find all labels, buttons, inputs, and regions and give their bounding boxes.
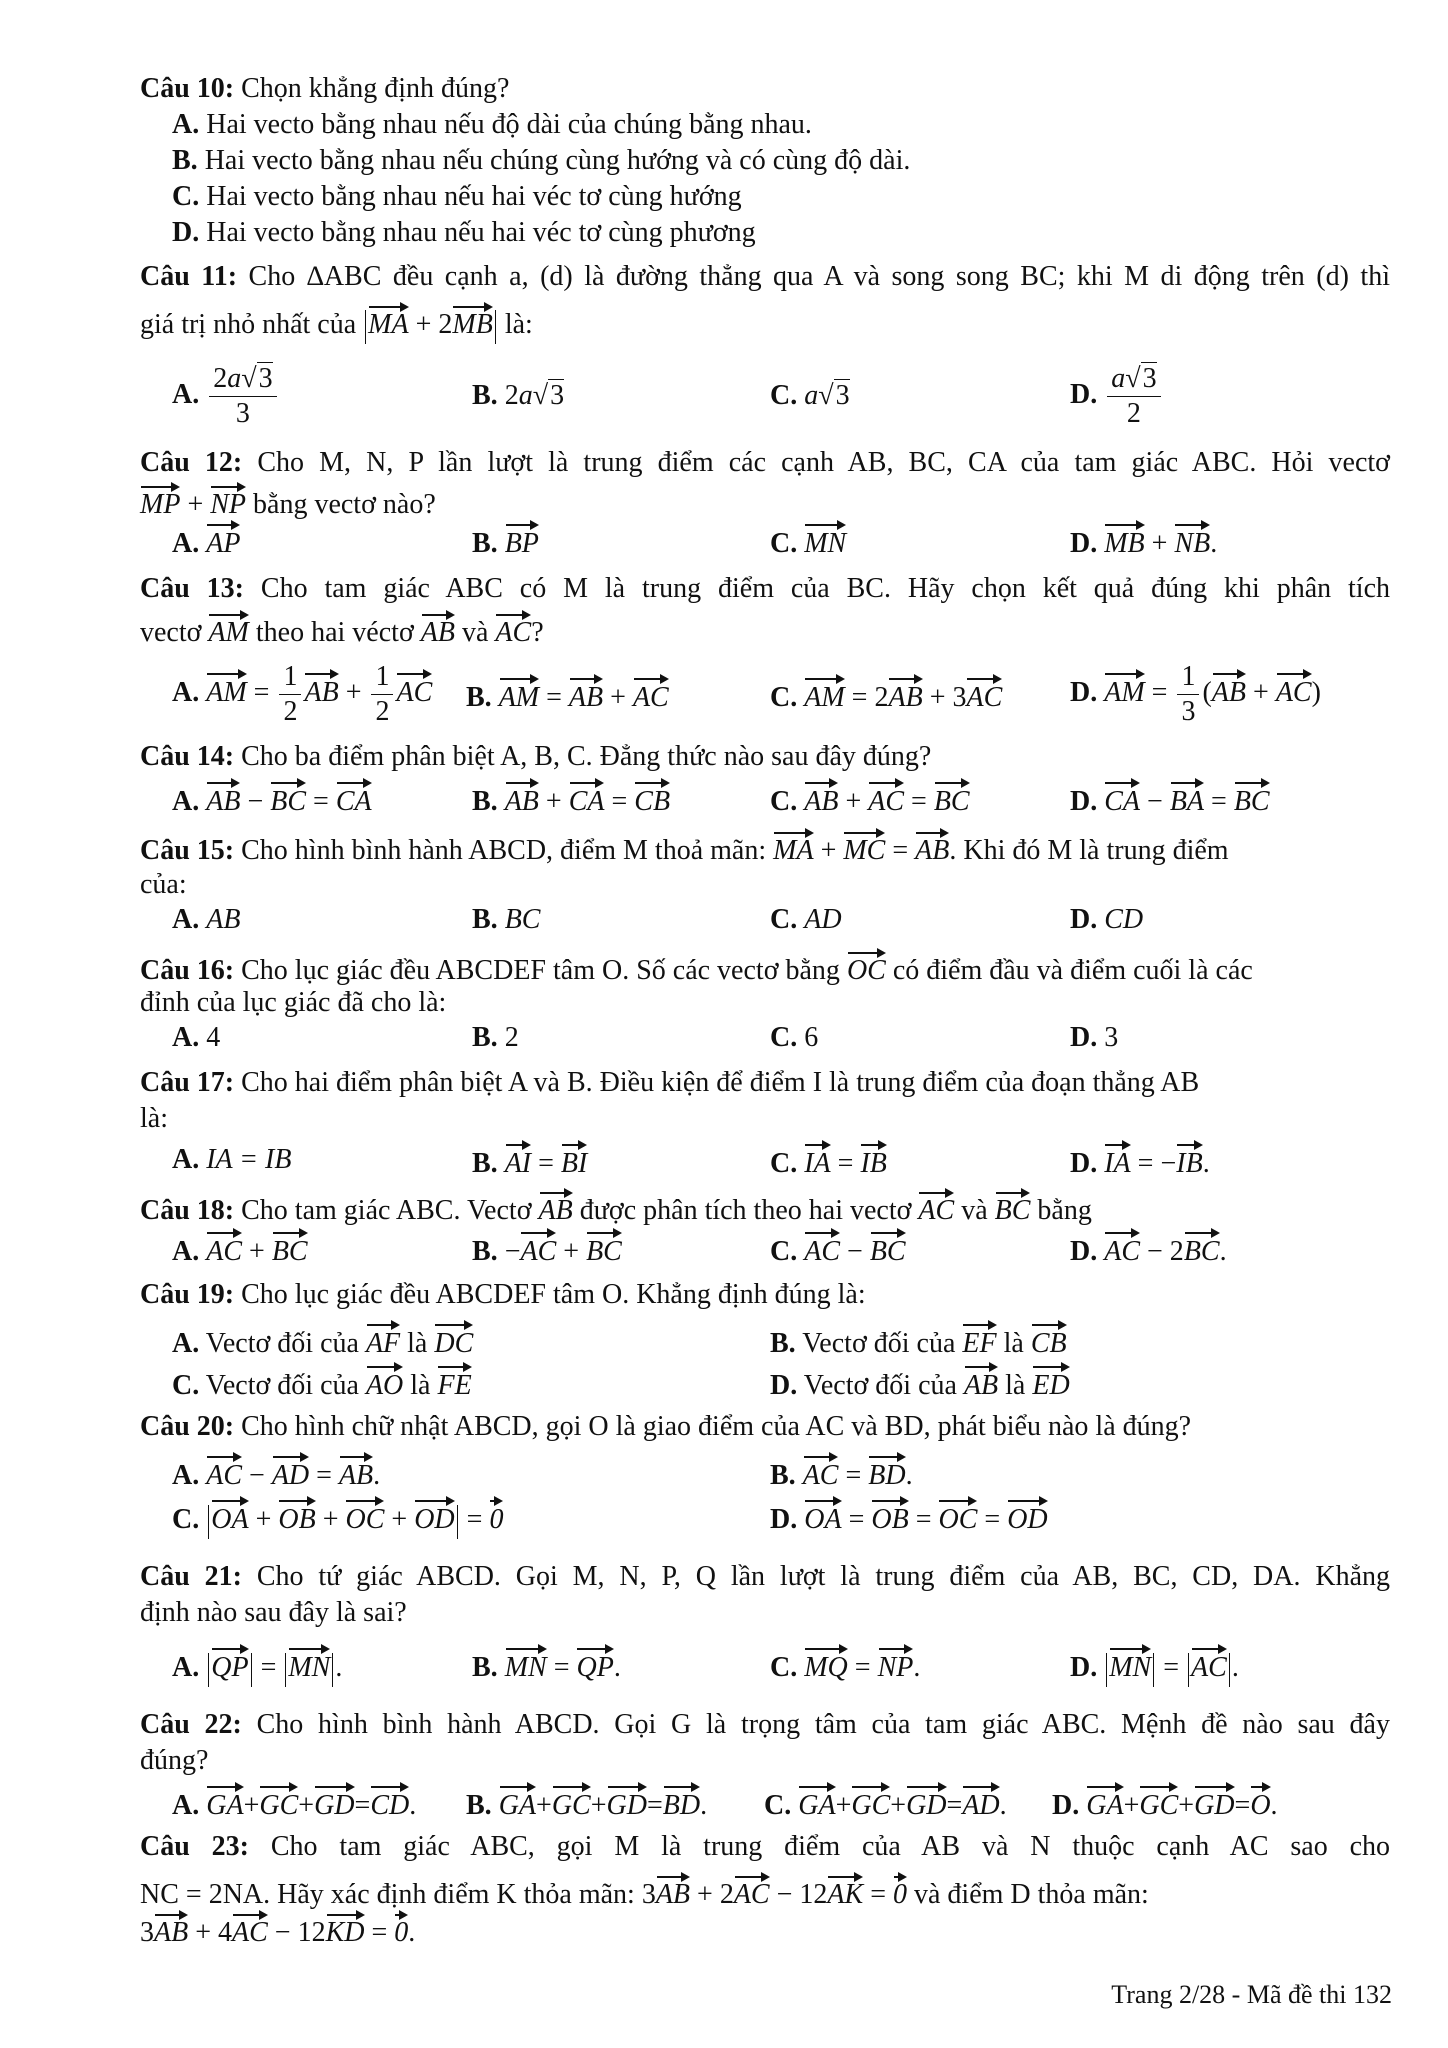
q11-options: A. $\frac{2a√3}{3}$ B. 2a√3 C. a√3 D. $\frac{a√3}{2}$: [172, 362, 1402, 442]
q23-line3: 3AB + 4AC − 12KD = 0.: [140, 1912, 415, 1950]
q10-option-c: C. Hai vecto bằng nhau nếu hai véc tơ cùng hướng: [172, 181, 742, 212]
q13-options: A. AM = $\frac{1}{2}$ AB + $\frac{1}{2}$ AC B. AM = AB + AC C. AM = 2AB + 3AC D. AM = $\frac{1}{3}$ (AB + AC): [172, 661, 1321, 727]
question-14: Câu 14: Cho ba điểm phân biệt A, B, C. Đẳng thức nào sau đây đúng?: [140, 741, 932, 772]
question-13: Câu 13: Cho tam giác ABC có M là trung điểm của BC. Hãy chọn kết quả đúng khi phân tích: [140, 573, 1390, 604]
q12-line2: MP + NP bằng vectơ nào?: [140, 484, 436, 522]
question-20: Câu 20: Cho hình chữ nhật ABCD, gọi O là giao điểm của AC và BD, phát biểu nào là đúng?: [140, 1411, 1192, 1442]
question-23: Câu 23: Cho tam giác ABC, gọi M là trung điểm của AB và N thuộc cạnh AC sao cho: [140, 1831, 1390, 1862]
question-21: Câu 21: Cho tứ giác ABCD. Gọi M, N, P, Q lần lượt là trung điểm của AB, BC, CD, DA. Khẳng: [140, 1561, 1390, 1592]
question-11: Câu 11: Cho ∆ABC đều cạnh a, (d) là đường thẳng qua A và song song BC; khi M di động trên (d) thì: [140, 261, 1390, 292]
q10-option-d: D. Hai vecto bằng nhau nếu hai véc tơ cùng phương: [172, 217, 756, 248]
q13-line2: vectơ AM theo hai véctơ AB và AC?: [140, 612, 544, 650]
question-18: Câu 18: Cho tam giác ABC. Vectơ AB được phân tích theo hai vectơ AC và BC bằng: [140, 1190, 1092, 1228]
question-22: Câu 22: Cho hình bình hành ABCD. Gọi G là trọng tâm của tam giác ABC. Mệnh đề nào sau đây: [140, 1709, 1390, 1740]
q16-line2: đỉnh của lục giác đã cho là:: [140, 987, 447, 1018]
q10-option-a: A. Hai vecto bằng nhau nếu độ dài của chúng bằng nhau.: [172, 109, 812, 140]
q10-option-b: B. Hai vecto bằng nhau nếu chúng cùng hướng và có cùng độ dài.: [172, 145, 911, 176]
exam-page: Câu 10: Chọn khẳng định đúng? A. Hai vecto bằng nhau nếu độ dài của chúng bằng nhau. B. Hai vecto bằng nhau nếu chúng cùng hướng và có cùng độ dài. C. Hai vecto bằng nhau nếu hai véc tơ cùng hướng D. Hai vecto bằng nhau nếu hai véc tơ cùng phương Câu 11: Cho ∆ABC đều cạnh a, (d) là đường thẳng qua A và song song BC; khi M di động trên (d) thì giá trị nhỏ nhất của MA + 2MB là: A. $\frac{2a√3}{3}$ B. 2a√3 C. a√3 D. $\frac{a√3}{2}$ Câu 12: Cho M, N, P lần lượt là trung điểm các cạnh AB, BC, CA của tam giác ABC. Hỏi vectơ MP + NP bằng vectơ nào? A. AP B. BP C. MN D. MB + NB. Câu 13: Cho tam giác ABC có M là trung điểm của BC. Hãy chọn kết quả đúng khi phân tích vectơ AM theo hai véctơ AB và AC? A. AM = $\frac{1}{2}$ AB + $\frac{1}{2}$ AC B. AM = AB + AC C. AM = 2AB + 3AC D. AM = $\frac{1}{3}$ (AB + AC) Câu 14: Cho ba điểm phân biệt A, B, C. Đẳng thức nào sau đây đúng? A. AB − BC = CA B. AB + CA = CB C. AB + AC = BC D. CA − BA = BC Câu 15: Cho hình bình hành ABCD, điểm M thoả mãn: MA + MC = AB. Khi đó M là trung điểm của: A. AB B. BC C. AD D. CD Câu 16: Cho lục giác đều ABCDEF tâm O. Số các vectơ bằng OC có điểm đầu và điểm cuối là các đỉnh của lục giác đã cho là: A. 4 B. 2 C. 6 D. 3 Câu 17: Cho hai điểm phân biệt A và B. Điều kiện để điểm I là trung điểm của đoạn thẳng AB là: A. IA = IB B. AI = BI C. IA = IB D. IA = −IB. Câu 18: Cho tam giác ABC. Vectơ AB được phân tích theo hai vectơ AC và BC bằng A. AC + BC B. −AC + BC C. AC − BC D. AC − 2BC. Câu 19: Cho lục giác đều ABCDEF tâm O. Khẳng định đúng là: A. Vectơ đối của AF là DC B. Vectơ đối của EF là CB C. Vectơ đối của AO là FE D. Vectơ đối của AB là ED Câu 20: Cho hình chữ nhật ABCD, gọi O là giao điểm của AC và BD, phát biểu nào là đúng? A. AC − AD = AB. B. AC = BD. C. OA + OB + OC + OD = 0 D. OA = OB = OC = OD Câu 21: Cho tứ giác ABCD. Gọi M, N, P, Q lần lượt là trung điểm của AB, BC, CD, DA. Khẳng định nào sau đây là sai? A. QP = MN . B. MN = QP. C. MQ = NP. D. MN = AC . Câu 22: Cho hình bình hành ABCD. Gọi G là trọng tâm của tam giác ABC. Mệnh đề nào sau đây đúng? A. GA+GC+GD=CD. B. GA+GC+GD=BD. C. GA+GC+GD=AD. D. GA+GC+GD=O. Câu 23: Cho tam giác ABC, gọi M là trung điểm của AB và N thuộc cạnh AC sao cho NC = 2NA. Hãy xác định điểm K thỏa mãn: 3AB + 2AC − 12AK = 0 và điểm D thỏa mãn: 3AB + 4AC − 12KD = 0. Trang 2/28 - Mã đề thi 132: [0, 0, 1448, 2048]
q17-line2: là:: [140, 1103, 168, 1134]
question-19: Câu 19: Cho lục giác đều ABCDEF tâm O. Khẳng định đúng là:: [140, 1279, 866, 1310]
q11-line2: giá trị nhỏ nhất của MA + 2MB là:: [140, 304, 533, 344]
question-17: Câu 17: Cho hai điểm phân biệt A và B. Điều kiện để điểm I là trung điểm của đoạn thẳng AB: [140, 1067, 1200, 1098]
question-10: Câu 10: Chọn khẳng định đúng?: [140, 73, 510, 104]
q23-line2: NC = 2NA. Hãy xác định điểm K thỏa mãn: 3AB + 2AC − 12AK = 0 và điểm D thỏa mãn:: [140, 1874, 1149, 1912]
q15-line2: của:: [140, 869, 187, 900]
question-15: Câu 15: Cho hình bình hành ABCD, điểm M thoả mãn: MA + MC = AB. Khi đó M là trung điểm: [140, 830, 1229, 868]
q22-line2: đúng?: [140, 1745, 209, 1776]
page-footer: Trang 2/28 - Mã đề thi 132: [1111, 1980, 1392, 2009]
question-16: Câu 16: Cho lục giác đều ABCDEF tâm O. Số các vectơ bằng OC có điểm đầu và điểm cuối là các: [140, 950, 1253, 988]
q21-line2: định nào sau đây là sai?: [140, 1597, 407, 1628]
question-12: Câu 12: Cho M, N, P lần lượt là trung điểm các cạnh AB, BC, CA của tam giác ABC. Hỏi vectơ: [140, 447, 1390, 478]
